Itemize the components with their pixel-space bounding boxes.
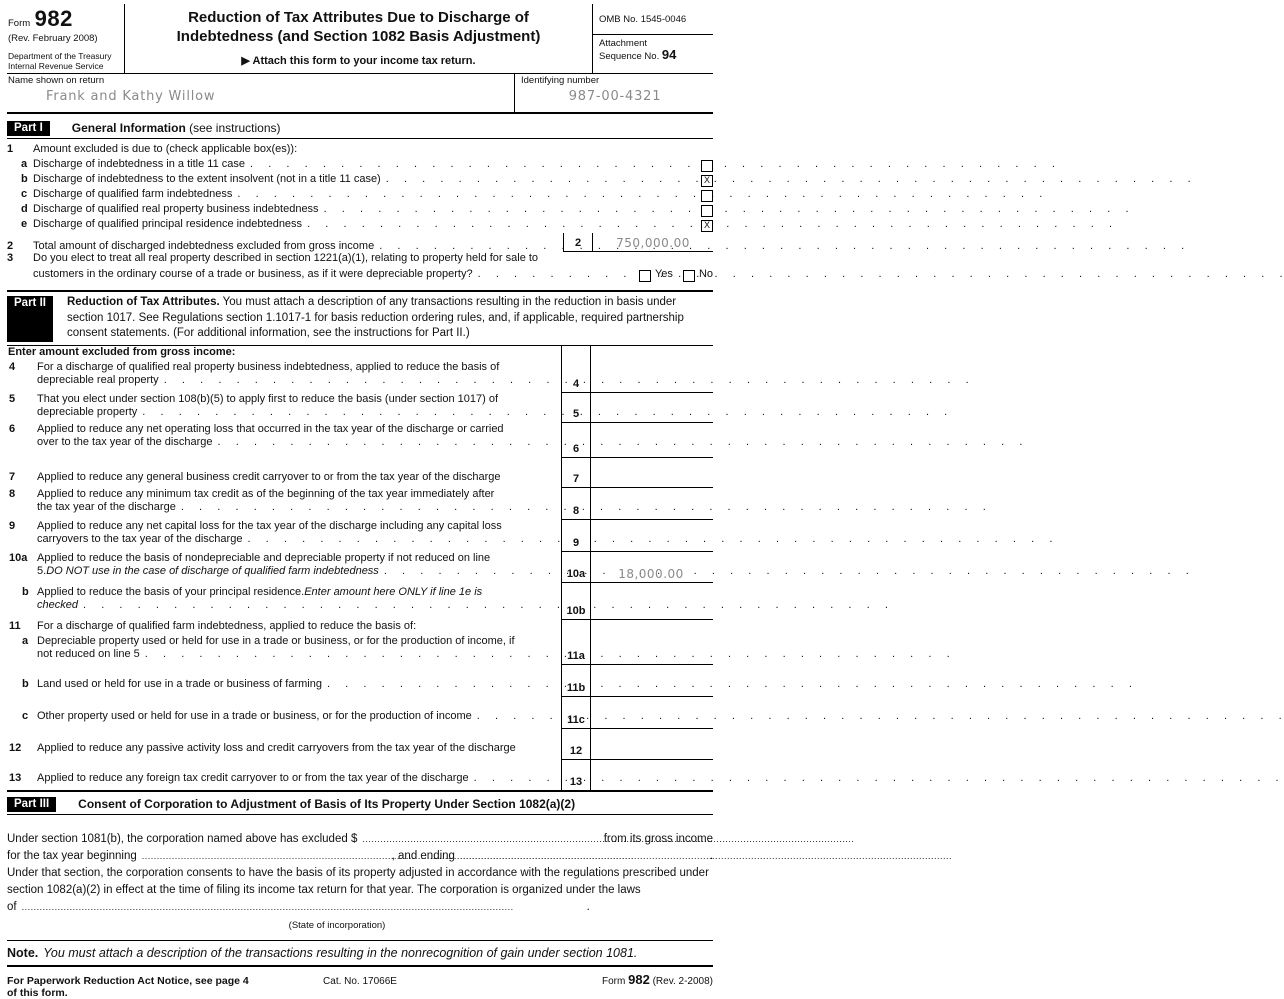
line-1a: a Discharge of indebtedness in a title 11 case . . xyxy=(7,158,713,173)
line-1d: d Discharge of qualified real property business indebtedness . . xyxy=(7,203,713,218)
line-9-box-number: 9 xyxy=(561,520,590,551)
line-13-box-number: 13 xyxy=(561,760,590,790)
line-8-box-number: 8 xyxy=(561,488,590,519)
dot-leader xyxy=(374,240,563,252)
footer-form-id: Form 982 (Rev. 2-2008) xyxy=(602,971,713,987)
line-13-amount-field[interactable] xyxy=(590,760,711,790)
line-6-box-number: 6 xyxy=(561,423,590,457)
identifying-number-label: Identifying number xyxy=(521,75,600,86)
line-12-box-number: 12 xyxy=(561,729,590,759)
line-11b-amount-field[interactable] xyxy=(590,665,711,696)
line-11a-row: a Depreciable property used or held for use in a trade or business, or for the production of income, if not reduced on line 5 . . 11a xyxy=(7,635,713,665)
dot-leader xyxy=(322,678,558,692)
line-7-row: 7 Applied to reduce any general business credit carryover to or from the tax year of the discharge 7 xyxy=(7,458,713,488)
dot-leader xyxy=(137,406,558,420)
identifying-number-field[interactable] xyxy=(515,74,713,112)
line-1e: e Discharge of qualified principal residence indebtedness . . X xyxy=(7,218,713,233)
line-3: 3 Do you elect to treat all real property described in section 1221(a)(1), relating to property held for sale to xyxy=(7,252,539,264)
line-3-continued xyxy=(7,268,713,284)
yes-label: Yes xyxy=(654,268,673,280)
line-11c-amount-field[interactable] xyxy=(590,697,711,728)
line-2-box-number: 2 xyxy=(563,233,592,251)
line-11c-row: c Other property used or held for use in a trade or business, or for the production of income . . 11c xyxy=(7,697,713,729)
dot-leader xyxy=(472,710,558,724)
line-10a-box-number: 10a xyxy=(561,552,590,582)
line-1b-text: Discharge of indebtedness to the extent insolvent (not in a title 11 case) xyxy=(33,173,381,185)
excluded-amount-blank[interactable] xyxy=(357,831,603,848)
no-label: No xyxy=(698,268,713,280)
form-id-block xyxy=(7,4,125,73)
identifying-number-value[interactable]: 987-00-4321 xyxy=(568,89,662,104)
checkbox-1a[interactable] xyxy=(701,160,713,172)
line-10b-row: b Applied to reduce the basis of your principal residence. Enter amount here ONLY if line 1e is checked . . 10b xyxy=(7,583,713,620)
line-12-row: 12 Applied to reduce any passive activity loss and credit carryovers from the tax year of the discharge 12 xyxy=(7,729,713,760)
name-field[interactable] xyxy=(7,74,515,112)
form-title-block xyxy=(125,4,592,73)
page-footer xyxy=(7,967,713,999)
line-2-text: Total amount of discharged indebtedness excluded from gross income xyxy=(33,240,375,252)
line-10b-box-number: 10b xyxy=(561,583,590,619)
line-2-amount-field[interactable]: 750,000.00 xyxy=(592,233,713,251)
form-title-line1: Reduction of Tax Attributes Due to Discharge of xyxy=(188,9,529,26)
line-1-text: Amount excluded is due to (check applicable box(es)): xyxy=(33,143,298,155)
dot-leader xyxy=(140,648,558,662)
part1-header xyxy=(7,121,713,139)
part2-description: Reduction of Tax Attributes. You must attach a description of any transactions resulting in the reduction in basis under section 1017. See Regulations section 1.1017-1 for basis reduction ordering rules, and, if applicable, required partnership consent statements. (For additional information, see the instructions for Part II.) xyxy=(66,296,684,339)
line-11-row: 11 For a discharge of qualified farm indebtedness, applied to reduce the basis of: xyxy=(7,620,713,635)
part3-label: Part III xyxy=(7,797,56,812)
line-1c: c Discharge of qualified farm indebtedness . . xyxy=(7,188,713,203)
line-3-text-2: customers in the ordinary course of a trade or business, as if it were depreciable property? xyxy=(33,268,473,280)
line-3-text-1: Do you elect to treat all real property described in section 1221(a)(1), relating to property held for sale to xyxy=(33,252,539,264)
section-header: Enter amount excluded from gross income: xyxy=(8,345,236,358)
form-title-line2: Indebtedness (and Section 1082 Basis Adjustment) xyxy=(176,28,541,45)
line-12-amount-field[interactable] xyxy=(590,729,711,759)
checkbox-1d[interactable] xyxy=(701,205,713,217)
line-11b-row: b Land used or held for use in a trade or business of farming . . 11b xyxy=(7,665,713,697)
dot-leader xyxy=(319,203,701,215)
line-8-row: 8 Applied to reduce any minimum tax credit as of the beginning of the tax year immediately after the tax year of the discharge . . 8 xyxy=(7,488,713,520)
line-6-row: 6 Applied to reduce any net operating loss that occurred in the tax year of the discharge or carried over to the tax year of the discharge . . 6 xyxy=(7,423,713,458)
tax-year-ending-blank[interactable] xyxy=(455,848,710,865)
line-1e-text: Discharge of qualified principal residence indebtedness xyxy=(33,218,303,230)
dot-leader xyxy=(232,188,701,200)
line-5-amount-field[interactable] xyxy=(590,393,711,422)
line-9-row: 9 Applied to reduce any net capital loss for the tax year of the discharge including any capital loss carryovers to the tax year of the discharge . . 9 xyxy=(7,520,713,552)
line-2: 2 Total amount of discharged indebtedness excluded from gross income . . 2 750,000.00 xyxy=(7,233,713,252)
dot-leader xyxy=(213,436,559,450)
line-11b-box-number: 11b xyxy=(561,665,590,696)
part3-paragraph: Under that section, the corporation consents to have the basis of its property adjusted in accordance with the regulations prescribed under section 1082(a)(2) in effect at the time of filing its income tax return for that year. The corporation is organized under the laws xyxy=(7,866,709,896)
catalog-number: Cat. No. 17066E xyxy=(323,975,397,987)
line-11c-box-number: 11c xyxy=(561,697,590,728)
line-1d-text: Discharge of qualified real property business indebtedness xyxy=(33,203,319,215)
line-1c-text: Discharge of qualified farm indebtedness xyxy=(33,188,233,200)
line-4-box-number: 4 xyxy=(561,361,590,392)
line-13-row: 13 Applied to reduce any foreign tax credit carryover to or from the tax year of the discharge . . 13 xyxy=(7,760,713,790)
state-of-incorporation-caption: (State of incorporation) xyxy=(288,919,386,931)
line-6-amount-field[interactable] xyxy=(590,423,711,457)
form-number: 982 xyxy=(34,6,73,31)
line-4-row: 4 For a discharge of qualified real property business indebtedness, applied to reduce the basis of depreciable real property . . 4 xyxy=(7,361,713,393)
dot-leader xyxy=(78,599,558,613)
line-8-amount-field[interactable] xyxy=(590,488,711,519)
line-1a-text: Discharge of indebtedness in a title 11 case xyxy=(33,158,245,170)
tax-year-beginning-blank[interactable] xyxy=(137,848,392,865)
checkbox-1c[interactable] xyxy=(701,190,713,202)
part2-table xyxy=(7,345,713,792)
checkbox-1b[interactable]: X xyxy=(701,175,713,187)
state-of-incorporation-blank[interactable] xyxy=(17,899,587,916)
dot-leader xyxy=(381,173,701,185)
attachment-sequence: Attachment Sequence No. 94 xyxy=(599,38,677,62)
line-7-amount-field[interactable] xyxy=(590,458,711,487)
line-7-box-number: 7 xyxy=(561,458,590,487)
part1-title: General Information (see instructions) xyxy=(71,121,281,135)
dot-leader xyxy=(302,218,701,230)
line-9-amount-field[interactable] xyxy=(590,520,711,551)
line-5-box-number: 5 xyxy=(561,393,590,422)
line-11a-amount-field[interactable] xyxy=(590,635,711,664)
sequence-number: 94 xyxy=(661,47,677,62)
form-header xyxy=(7,4,713,74)
line-2-entry xyxy=(563,233,713,252)
dot-leader xyxy=(176,501,558,515)
part1-label: Part I xyxy=(7,121,50,136)
part1-body xyxy=(7,143,713,284)
part3-title: Consent of Corporation to Adjustment of Basis of Its Property Under Section 1082(a)(2) xyxy=(78,796,576,811)
name-value[interactable]: Frank and Kathy Willow xyxy=(46,89,216,104)
line-10b-amount-field[interactable] xyxy=(590,583,711,619)
line-10a-amount-field[interactable]: 18,000.00 xyxy=(590,552,711,582)
part3-line-2: for the tax year beginning ..... , and ending ..... . xyxy=(7,848,713,865)
entry-columns xyxy=(561,346,713,361)
checkbox-1e[interactable]: X xyxy=(701,220,713,232)
line-1b: b Discharge of indebtedness to the extent insolvent (not in a title 11 case) . . X xyxy=(7,173,713,188)
dot-leader xyxy=(242,533,558,547)
line-4-amount-field[interactable] xyxy=(590,361,711,392)
taxpayer-row xyxy=(7,74,713,114)
line-11a-box-number: 11a xyxy=(561,635,590,664)
note-text: You must attach a description of the transactions resulting in the nonrecognition of gain under section 1081. xyxy=(43,945,638,960)
paperwork-notice: For Paperwork Reduction Act Notice, see page 4 of this form. xyxy=(7,974,249,999)
dot-leader xyxy=(379,565,558,579)
omb-block xyxy=(592,4,713,73)
part2-header xyxy=(7,290,713,342)
part3-header xyxy=(7,797,713,815)
line-1: 1 Amount excluded is due to (check applicable box(es)): xyxy=(7,143,298,155)
omb-number: OMB No. 1545-0046 xyxy=(593,4,713,35)
part3-body xyxy=(7,831,713,934)
form-revision: (Rev. February 2008) xyxy=(8,33,98,44)
form-word: Form xyxy=(8,18,31,29)
attach-instruction: ▶ Attach this form to your income tax return. xyxy=(241,55,476,67)
part3-line-4: of ..... . xyxy=(7,899,713,916)
dot-leader xyxy=(469,772,558,786)
note-block xyxy=(7,940,713,967)
dot-leader xyxy=(473,268,639,280)
checkbox-3-yes[interactable] xyxy=(639,270,651,282)
dot-leader xyxy=(159,374,558,388)
agency-name: Department of the Treasury Internal Revenue Service xyxy=(8,51,112,71)
name-label: Name shown on return xyxy=(8,75,105,86)
note-label: Note. xyxy=(7,945,39,960)
line-5-row: 5 That you elect under section 108(b)(5) to apply first to reduce the basis (under section 1017) of depreciable property . . 5 xyxy=(7,393,713,423)
part2-label: Part II xyxy=(7,296,53,342)
line-10a-row: 10a Applied to reduce the basis of nondepreciable and depreciable property if not reduced on line 5. DO NOT use in the case of discharge of qualified farm indebtedness . . 10a 18,000.00 xyxy=(7,552,713,583)
dot-leader xyxy=(245,158,701,170)
section-header-row xyxy=(7,346,713,361)
part3-line-1: Under section 1081(b), the corporation named above has excluded $ ..... from its gross income xyxy=(7,831,713,848)
checkbox-3-no[interactable] xyxy=(683,270,695,282)
